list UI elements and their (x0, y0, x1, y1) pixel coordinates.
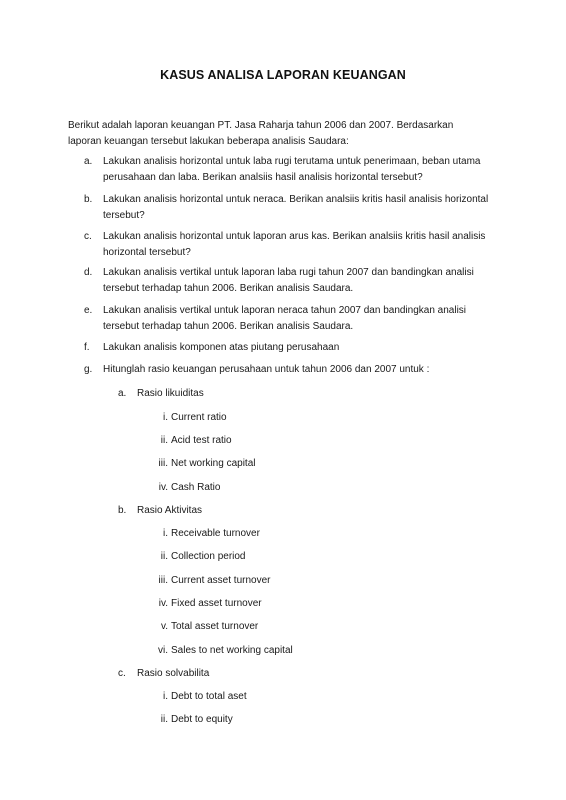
ratio-item (140, 480, 220, 495)
list-marker: d. (84, 267, 93, 278)
ratio-item (140, 410, 227, 425)
list-marker: c. (84, 231, 92, 242)
list-marker: a. (84, 156, 93, 167)
list-marker: a. (118, 388, 127, 399)
ratio-item (140, 433, 232, 448)
question-text: Lakukan analisis vertikal untuk laporan laba rugi tahun 2007 dan bandingkan analisi tersebut terhadap tahun 2006. Berikan analisis Saudara. (103, 267, 474, 294)
question-item (84, 303, 494, 334)
list-marker: vi. (158, 645, 168, 656)
list-marker: iii. (158, 458, 168, 469)
list-marker: b. (84, 194, 93, 205)
list-marker: i. (163, 412, 168, 423)
list-marker: iii. (158, 575, 168, 586)
question-item (84, 154, 494, 185)
list-marker: g. (84, 364, 93, 375)
ratio-item (140, 643, 293, 658)
ratio-group-label: Rasio solvabilita (137, 668, 210, 679)
question-text: Hitunglah rasio keuangan perusahaan untuk tahun 2006 dan 2007 untuk : (103, 364, 430, 375)
ratio-item (140, 573, 271, 588)
ratio-item-label: Sales to net working capital (171, 645, 293, 656)
ratio-item-label: Receivable turnover (171, 528, 260, 539)
intro-paragraph: Berikut adalah laporan keuangan PT. Jasa Raharja tahun 2006 dan 2007. Berdasarkan laporan keuangan tersebut lakukan beberapa analisis Saudara: (68, 120, 454, 147)
ratio-item (140, 619, 258, 634)
ratio-item-label: Current ratio (171, 412, 227, 423)
ratio-group-heading (118, 503, 202, 518)
ratio-item-label: Acid test ratio (171, 435, 232, 446)
ratio-item (140, 456, 255, 471)
ratio-item-label: Fixed asset turnover (171, 598, 262, 609)
ratio-item-label: Debt to total aset (171, 691, 247, 702)
question-text: Lakukan analisis horizontal untuk neraca. Berikan analsiis kritis hasil analisis horizontal tersebut? (103, 194, 489, 221)
question-item (84, 229, 494, 260)
ratio-group-label: Rasio Aktivitas (137, 505, 203, 516)
question-item (84, 340, 494, 356)
list-marker: iv. (158, 482, 168, 493)
question-text: Lakukan analisis horizontal untuk laporan arus kas. Berikan analsiis kritis hasil analisis horizontal tersebut? (103, 231, 486, 258)
list-marker: b. (118, 505, 127, 516)
ratio-item (140, 549, 246, 564)
question-text: Lakukan analisis horizontal untuk laba rugi terutama untuk penerimaan, beban utama perusahaan dan laba. Berikan analsiis hasil analisis horizontal tersebut? (103, 156, 481, 183)
ratio-item-label: Collection period (171, 551, 246, 562)
ratio-item (140, 526, 260, 541)
list-marker: ii. (160, 714, 168, 725)
question-item (84, 192, 494, 223)
list-marker: iv. (158, 598, 168, 609)
list-marker: e. (84, 305, 93, 316)
list-marker: v. (160, 621, 168, 632)
ratio-item (140, 689, 247, 704)
ratio-item-label: Current asset turnover (171, 575, 271, 586)
question-text: Lakukan analisis vertikal untuk laporan neraca tahun 2007 dan bandingkan analisi tersebut terhadap tahun 2006. Berikan analisis Saudara. (103, 305, 467, 332)
ratio-group-heading (118, 666, 209, 681)
list-marker: c. (118, 668, 126, 679)
ratio-item (140, 596, 262, 611)
ratio-group-label: Rasio likuiditas (137, 388, 204, 399)
ratio-item-label: Cash Ratio (171, 482, 221, 493)
list-marker: i. (163, 691, 168, 702)
ratio-group-heading (118, 386, 204, 401)
question-item (84, 362, 494, 378)
ratio-item-label: Debt to equity (171, 714, 233, 725)
list-marker: f. (84, 342, 90, 353)
document-title: KASUS ANALISA LAPORAN KEUANGAN (160, 68, 406, 82)
ratio-item-label: Net working capital (171, 458, 256, 469)
ratio-item (140, 712, 233, 727)
list-marker: ii. (160, 551, 168, 562)
ratio-item-label: Total asset turnover (171, 621, 259, 632)
list-marker: i. (163, 528, 168, 539)
question-text: Lakukan analisis komponen atas piutang perusahaan (103, 342, 340, 353)
question-item (84, 265, 494, 296)
list-marker: ii. (160, 435, 168, 446)
